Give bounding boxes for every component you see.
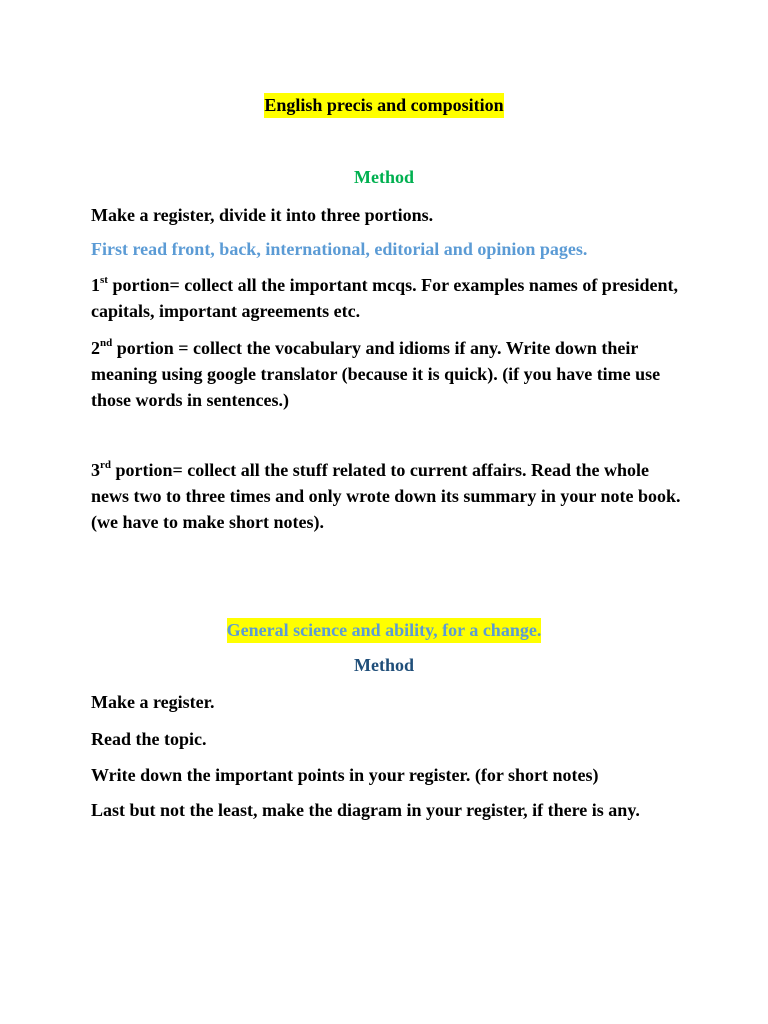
section1-read-pages: First read front, back, international, editorial and opinion pages. [91,239,588,259]
portion-1-text: portion= collect all the important mcqs. For examples names of president, capitals, important agreements etc. [91,275,678,321]
portion-1-number: 1 [91,275,100,295]
portion-2-paragraph [91,335,691,413]
portion-1-ordinal: st [100,274,108,286]
section1-method-label: Method [354,167,414,187]
section2-step-4: Last but not the least, make the diagram in your register, if there is any. [91,800,640,820]
portion-3-ordinal: rd [100,459,111,471]
section1-heading [0,94,768,116]
section1-intro: Make a register, divide it into three portions. [91,205,434,225]
portion-2-ordinal: nd [100,337,113,349]
portion-3-number: 3 [91,460,100,480]
section2-step-1: Make a register. [91,692,215,712]
portion-3-paragraph [91,457,691,535]
section2-heading [0,619,768,641]
portion-2-number: 2 [91,338,100,358]
section1-title: English precis and composition [264,93,503,118]
section2-method-label: Method [354,655,414,675]
portion-2-text: portion = collect the vocabulary and idioms if any. Write down their meaning using google translator (because it is quick). (if you have time use those words in sentences.) [91,338,661,410]
section2-step-2: Read the topic. [91,729,207,749]
section2-step-3: Write down the important points in your register. (for short notes) [91,765,599,785]
portion-1-paragraph [91,272,691,324]
portion-3-text: portion= collect all the stuff related to current affairs. Read the whole news two to three times and only wrote down its summary in your note book. (we have to make short notes). [91,460,681,532]
section2-title: General science and ability, for a change. [227,618,542,643]
